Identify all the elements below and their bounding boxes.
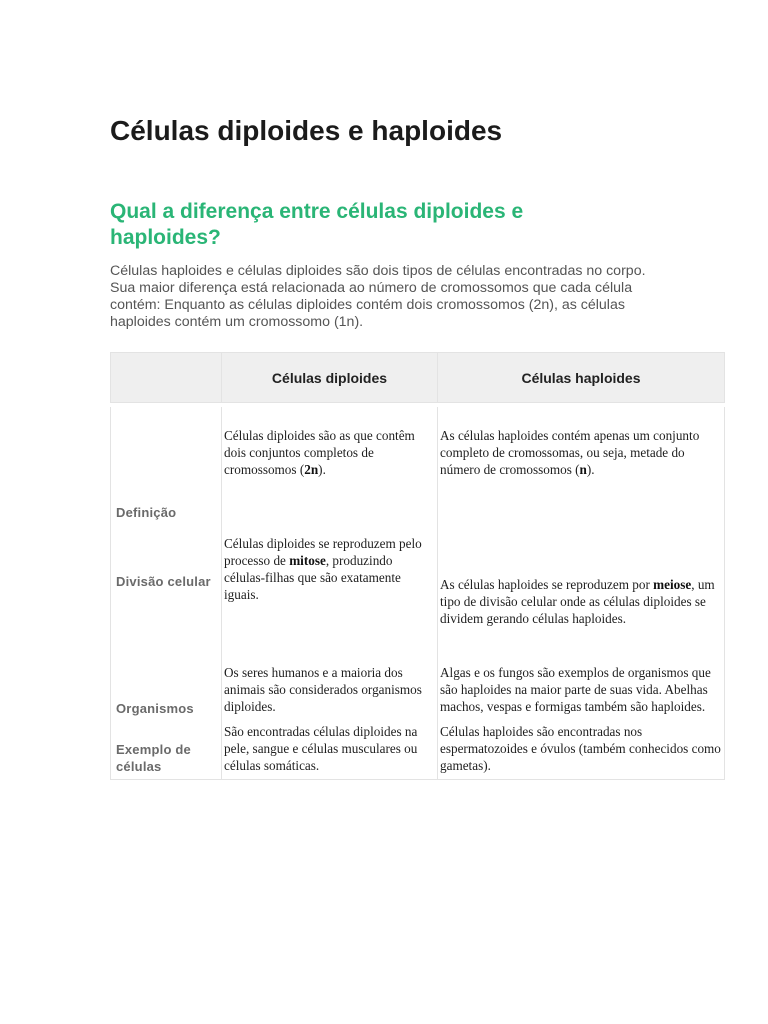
- row-label: Exemplo de células: [111, 723, 222, 780]
- cell-haploid-organismos: Algas e os fungos são exemplos de organismos que são haploides na maior parte de suas vida. Abelhas machos, vespas e formigas também são haploides.: [438, 635, 725, 723]
- row-label: Organismos: [111, 635, 222, 723]
- cell-diploid-definicao: Células diploides são as que contêm dois conjuntos completos de cromossomos (2n).: [222, 407, 438, 527]
- header-empty-cell: [111, 353, 222, 403]
- cell-diploid-organismos: Os seres humanos e a maioria dos animais são considerados organismos diploides.: [222, 635, 438, 723]
- table-header-row: [111, 353, 725, 403]
- header-haploid: Células haploides: [438, 353, 725, 403]
- row-label: Definição: [111, 407, 222, 527]
- cell-diploid-divisao: Células diploides se reproduzem pelo processo de mitose, produzindo células-filhas que são exatamente iguais.: [222, 527, 438, 635]
- row-label: Divisão celular: [111, 527, 222, 635]
- header-diploid: Células diploides: [222, 353, 438, 403]
- intro-paragraph: Células haploides e células diploides são dois tipos de células encontradas no corpo. Sua maior diferença está relacionada ao número de cromossomos que cada célula contém: Enquanto as células diploides contém dois cromossomos (2n), as células haploides contém um cromossomo (1n).: [110, 263, 646, 330]
- section-subtitle: Qual a diferença entre células diploides e haploides?: [110, 200, 524, 249]
- cell-haploid-exemplo: Células haploides são encontradas nos espermatozoides e óvulos (também conhecidos como gametas).: [438, 723, 725, 780]
- table-row-definicao: [111, 407, 725, 527]
- cell-diploid-exemplo: São encontradas células diploides na pele, sangue e células musculares ou células somáticas.: [222, 723, 438, 780]
- table-row-exemplo: [111, 723, 725, 780]
- table-row-organismos: [111, 635, 725, 723]
- cell-haploid-divisao: As células haploides se reproduzem por meiose, um tipo de divisão celular onde as células diploides se dividem gerando células haploides.: [438, 527, 725, 635]
- cell-haploid-definicao: As células haploides contém apenas um conjunto completo de cromossomas, ou seja, metade do número de cromossomos (n).: [438, 407, 725, 527]
- comparison-table: [110, 352, 725, 780]
- comparison-table-wrapper: [110, 352, 724, 780]
- page-title: Células diploides e haploides: [110, 115, 503, 146]
- table-row-divisao: [111, 527, 725, 635]
